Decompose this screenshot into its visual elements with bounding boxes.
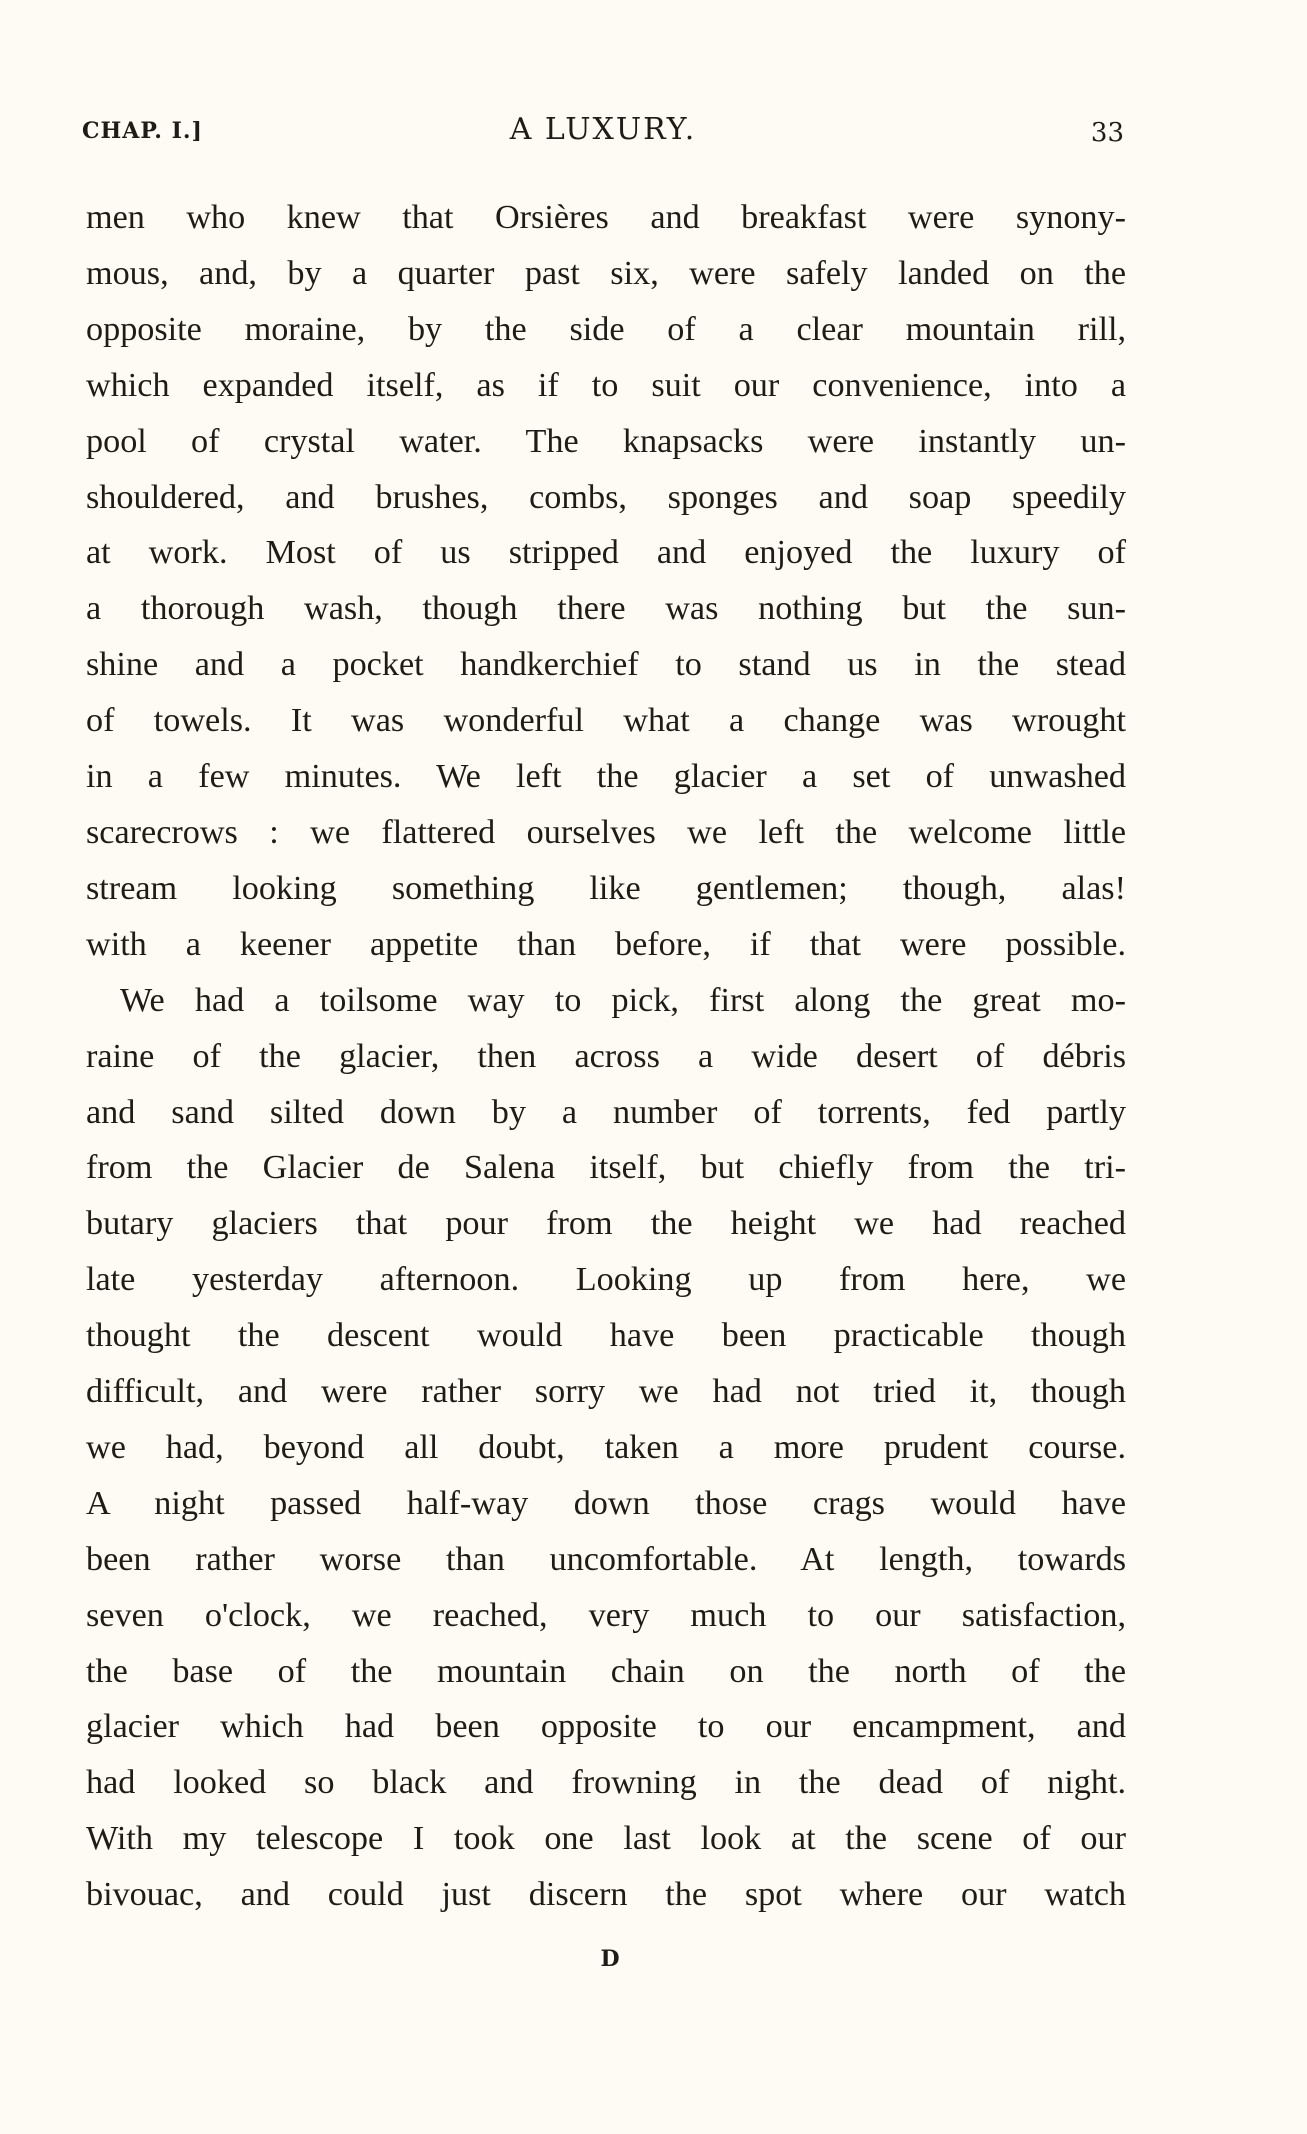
text-line: raine of the glacier, then across a wide desert of débris bbox=[86, 1037, 1126, 1075]
text-line: scarecrows : we flattered ourselves we left the welcome little bbox=[86, 813, 1126, 851]
body-text bbox=[86, 190, 1126, 1923]
text-line: mous, and, by a quarter past six, were safely landed on the bbox=[86, 254, 1126, 292]
text-line: been rather worse than uncomfortable. At length, towards bbox=[86, 1540, 1126, 1578]
text-line: of towels. It was wonderful what a change was wrought bbox=[86, 702, 1126, 740]
text-line: and sand silted down by a number of torrents, fed partly bbox=[86, 1093, 1126, 1131]
text-line: which expanded itself, as if to suit our convenience, into a bbox=[86, 366, 1126, 404]
text-line: we had, beyond all doubt, taken a more prudent course. bbox=[86, 1428, 1126, 1466]
text-line: at work. Most of us stripped and enjoyed the luxury of bbox=[86, 534, 1126, 572]
text-line: with a keener appetite than before, if that were possible. bbox=[86, 925, 1126, 963]
text-line: had looked so black and frowning in the dead of night. bbox=[86, 1764, 1126, 1802]
signature-mark: D bbox=[600, 1946, 620, 1972]
text-line: late yesterday afternoon. Looking up from here, we bbox=[86, 1261, 1126, 1299]
text-line: men who knew that Orsières and breakfast were synony- bbox=[86, 199, 1126, 236]
text-line: With my telescope I took one last look at the scene of our bbox=[86, 1820, 1126, 1858]
page-number: 33 bbox=[1090, 118, 1124, 148]
text-line: bivouac, and could just discern the spot where our watch bbox=[86, 1876, 1126, 1914]
text-line: seven o'clock, we reached, very much to our satisfaction, bbox=[86, 1596, 1126, 1634]
page-title: A LUXURY. bbox=[509, 112, 697, 147]
text-line: shine and a pocket handkerchief to stand us in the stead bbox=[86, 646, 1126, 684]
text-line: pool of crystal water. The knapsacks were instantly un- bbox=[86, 422, 1126, 460]
text-line: shouldered, and brushes, combs, sponges and soap speedily bbox=[86, 478, 1126, 516]
text-line: thought the descent would have been practicable though bbox=[86, 1317, 1126, 1355]
text-line: from the Glacier de Salena itself, but chiefly from the tri- bbox=[86, 1149, 1126, 1187]
text-line: glacier which had been opposite to our encampment, and bbox=[86, 1708, 1126, 1746]
text-line: difficult, and were rather sorry we had not tried it, though bbox=[86, 1373, 1126, 1411]
text-line: the base of the mountain chain on the north of the bbox=[86, 1652, 1126, 1690]
running-head bbox=[82, 112, 1124, 162]
text-line: opposite moraine, by the side of a clear mountain rill, bbox=[86, 310, 1126, 348]
text-line: butary glaciers that pour from the height we had reached bbox=[86, 1205, 1126, 1243]
text-line-paragraph-start: We had a toilsome way to pick, first along the great mo- bbox=[120, 981, 1126, 1019]
text-line: a thorough wash, though there was nothing but the sun- bbox=[86, 590, 1126, 628]
chapter-label: CHAP. I.] bbox=[82, 118, 203, 144]
text-line: A night passed half-way down those crags would have bbox=[86, 1484, 1126, 1522]
text-line: stream looking something like gentlemen; though, alas! bbox=[86, 869, 1126, 907]
text-line: in a few minutes. We left the glacier a set of unwashed bbox=[86, 758, 1126, 796]
